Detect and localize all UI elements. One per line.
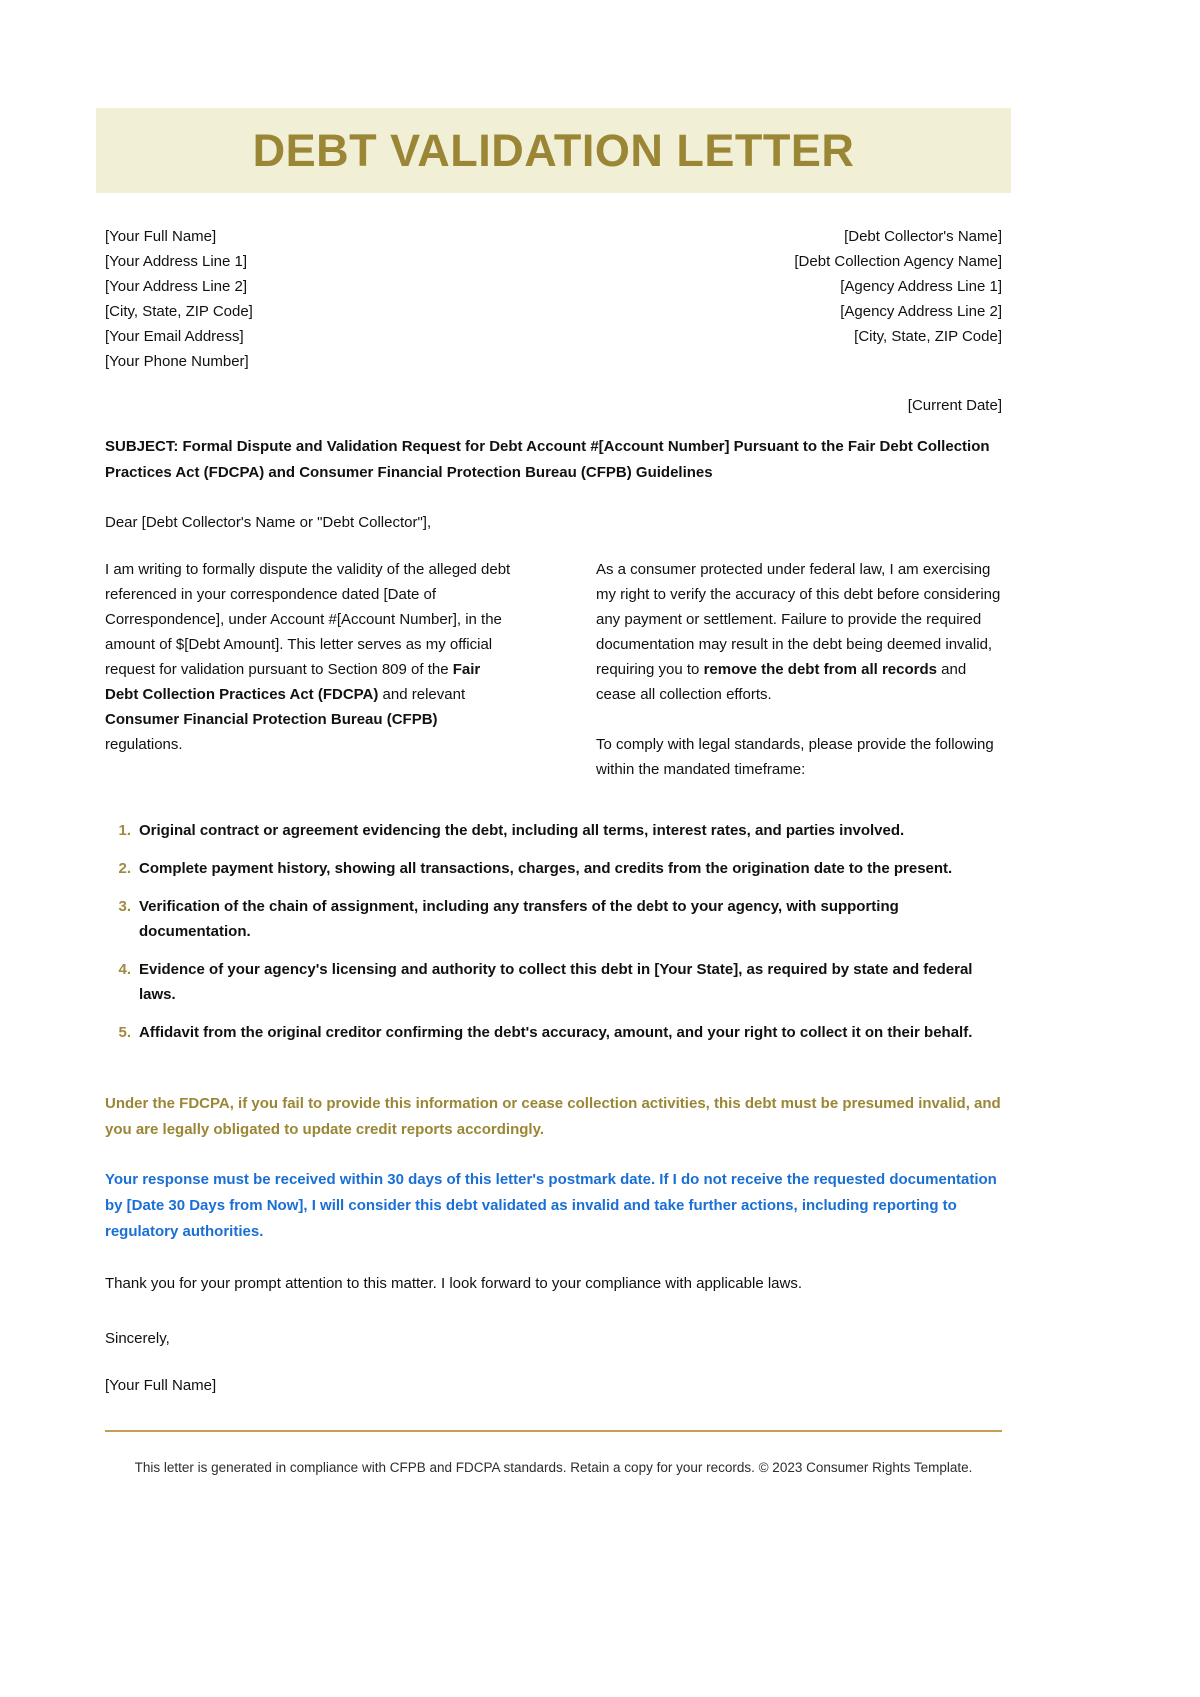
list-item: [105, 1020, 1002, 1045]
list-item-number: 4.: [118, 961, 131, 978]
sender-line: [Your Address Line 1]: [105, 253, 248, 270]
sender-line: [City, State, ZIP Code]: [105, 303, 253, 320]
sender-address-block: [105, 224, 253, 374]
response-deadline-notice: Your response must be received within 30 days of this letter's postmark date. If I do not receive the requested documentation by [Date 30 Days from Now], I will consider this debt validated as invalid and take further actions, including reporting to regulatory authorities.: [105, 1171, 997, 1240]
recipient-address-block: [794, 224, 1002, 374]
salutation: Dear [Debt Collector's Name or "Debt Collector"],: [105, 514, 432, 531]
list-item: [105, 957, 1002, 1007]
sender-line: [Your Full Name]: [105, 228, 217, 245]
dispute-paragraph: I am writing to formally dispute the validity of the alleged debt referenced in your correspondence dated [Date of Correspondence], under Account #[Account Number], in the amount of $[Debt Amount]. This letter serves as my official request for validation pursuant to Section 809 of the Fair Debt Collection Practices Act (FDCPA) and relevant Consumer Financial Protection Bureau (CFPB) regulations.: [105, 561, 511, 753]
list-item: [105, 818, 1002, 843]
list-item-text: Complete payment history, showing all transactions, charges, and credits from the origination date to the present.: [139, 860, 953, 877]
recipient-line: [Debt Collector's Name]: [844, 228, 1002, 245]
recipient-line: [Debt Collection Agency Name]: [794, 253, 1002, 270]
subject-line: SUBJECT: Formal Dispute and Validation Request for Debt Account #[Account Number] Pursuant to the Fair Debt Collection Practices Act (FDCPA) and Consumer Financial Protection Bureau (CFPB) Guidelines: [105, 438, 990, 481]
address-blocks: [105, 224, 1002, 374]
body-columns: [105, 557, 1002, 782]
list-item: [105, 894, 1002, 944]
list-item-number: 2.: [118, 860, 131, 877]
list-item-text: Affidavit from the original creditor confirming the debt's accuracy, amount, and your right to collect it on their behalf.: [139, 1024, 973, 1041]
comply-paragraph: To comply with legal standards, please provide the following within the mandated timeframe:: [596, 736, 994, 778]
recipient-line: [Agency Address Line 1]: [840, 278, 1002, 295]
recipient-line: [Agency Address Line 2]: [840, 303, 1002, 320]
list-item-number: 5.: [118, 1024, 131, 1041]
body-column-right: [596, 557, 1002, 782]
list-item-text: Evidence of your agency's licensing and authority to collect this debt in [Your State], as required by state and federal laws.: [139, 961, 973, 1003]
list-item-text: Original contract or agreement evidencing the debt, including all terms, interest rates, and parties involved.: [139, 822, 905, 839]
page-title: DEBT VALIDATION LETTER: [252, 124, 855, 176]
footer-divider: [105, 1430, 1002, 1432]
signoff: Sincerely,: [105, 1330, 170, 1347]
list-item-number: 1.: [118, 822, 131, 839]
list-item-text: Verification of the chain of assignment, including any transfers of the debt to your agency, with supporting documentation.: [139, 898, 899, 940]
list-item: [105, 856, 1002, 881]
list-item-number: 3.: [118, 898, 131, 915]
body-column-left: [105, 557, 511, 782]
signature-name: [Your Full Name]: [105, 1377, 217, 1394]
footer-disclaimer: This letter is generated in compliance with CFPB and FDCPA standards. Retain a copy for your records. © 2023 Consumer Rights Template.: [134, 1460, 973, 1475]
closing-paragraph: Thank you for your prompt attention to this matter. I look forward to your compliance with applicable laws.: [105, 1275, 803, 1292]
sender-line: [Your Phone Number]: [105, 353, 249, 370]
sender-line: [Your Email Address]: [105, 328, 244, 345]
sender-line: [Your Address Line 2]: [105, 278, 248, 295]
required-documents-list: [105, 818, 1002, 1045]
title-banner: [96, 108, 1011, 193]
recipient-line: [City, State, ZIP Code]: [854, 328, 1002, 345]
consumer-rights-paragraph: As a consumer protected under federal law, I am exercising my right to verify the accuracy of this debt before considering any payment or settlement. Failure to provide the required documentation may result in the debt being deemed invalid, requiring you to remove the debt from all records and cease all collection efforts.: [596, 561, 1001, 703]
current-date: [Current Date]: [907, 397, 1002, 414]
fdcpa-warning-notice: Under the FDCPA, if you fail to provide this information or cease collection activities, this debt must be presumed invalid, and you are legally obligated to update credit reports accordingly.: [105, 1095, 1001, 1138]
